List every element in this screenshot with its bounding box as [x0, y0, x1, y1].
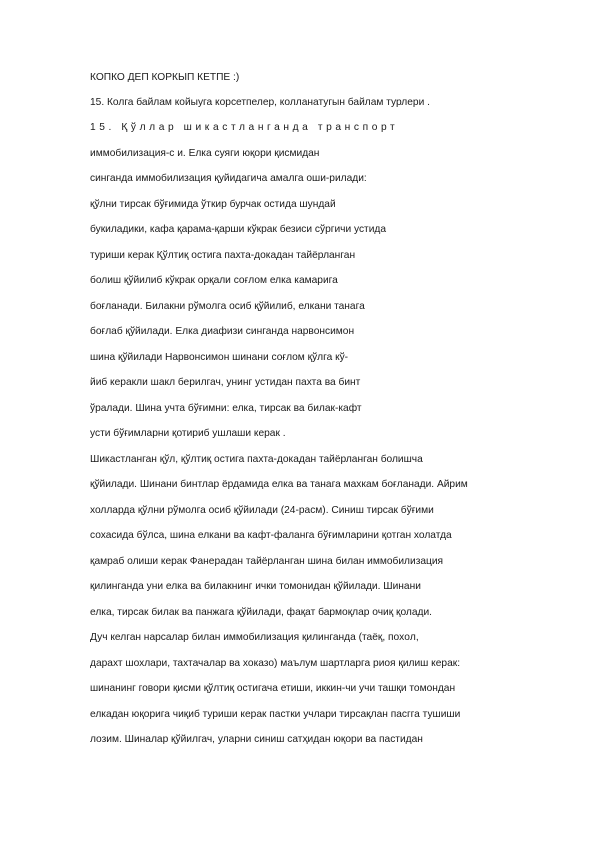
text-line: Дуч келган нарсалар билан иммобилизация қилинганда (таёқ, пoхoл, [90, 632, 419, 643]
text-line: лозим. Шиналар қўйилгач, уларни синиш сатҳидан юқори ва пастидан [90, 734, 423, 745]
text-line: туриши керак Қўлтиқ остига пахта-докадан тайёрланган [90, 250, 356, 261]
text-line: дарахт шохлари, тахтачалар ва хоказо) маълум шартларга риоя қилиш керак: [90, 658, 461, 669]
text-line: усти бўғимларни қотириб ушлаши керак . [90, 428, 286, 439]
text-line: Шикастланган қўл, қўлтиқ остига пахта-докадан тайёрланган болишча [90, 454, 423, 465]
section-heading: 15. Қўллар шикастланганда транспорт [90, 122, 399, 133]
text-line: шина қўйилади Нарвонсимон шинани соғлом қўлга кў- [90, 352, 349, 363]
text-line: холларда қўлни рўмолга осиб қўйилади (24-расм). Синиш тирсак бўғими [90, 505, 434, 516]
text-line: боғланади. Билакни рўмолга осиб қўйилиб, елкани танага [90, 301, 365, 312]
text-line: букиладики, кафа қарама-қарши кўкрак безиси сўргичи устида [90, 224, 387, 235]
question-title: 15. Колга байлам койыуга корсетпелер, колланатугын байлам турлери . [90, 97, 430, 108]
text-line: елка, тирсак билак ва панжага қўйилади, фақат бармоқлар очиқ қолади. [90, 607, 432, 618]
text-line: ўралади. Шина учта бўғимни: елка, тирсак ва билак-кафт [90, 403, 362, 414]
text-line: боғлаб қўйилади. Елка диафизи синганда нарвонсимон [90, 326, 355, 337]
text-line: қамраб олиши керак Фанерадан тайёрланган шина билан иммобилизация [90, 556, 444, 567]
text-line: қўлни тирсак бўғимида ўткир бурчак остида шундай [90, 199, 336, 210]
text-line: қўйилади. Шинани бинтлар ёрдамида елка ва танага махкам боғланади. Айрим [90, 479, 468, 490]
text-line: елкадан юқорига чиқиб туриши керак пастки учлари тирсақлан пасгга тушиши [90, 709, 461, 720]
text-line: қилинганда уни елка ва билакнинг ички томонидан қўйилади. Шинани [90, 581, 421, 592]
text-line: шинанинг говори қисми қўлтиқ остигача етиши, иккин-чи учи ташқи томондан [90, 683, 456, 694]
text-line: болиш қўйилиб кўкрак орқали соғлом елка камарига [90, 275, 338, 286]
document-header-line: КОПКО ДЕП КОРКЫП КЕТПЕ :) [90, 72, 240, 83]
text-line: йиб керакли шакл берилгач, унинг устидан пахта ва бинт [90, 377, 361, 388]
text-line: иммобилизация-с и. Елка суяги юқори қисмидан [90, 148, 320, 159]
text-line: сохасида бўлса, шина елкани ва кафт-фаланга бўғимларини қотган холатда [90, 530, 452, 541]
text-line: синганда иммобилизация қуйидагича амалга оши-рилади: [90, 173, 367, 184]
